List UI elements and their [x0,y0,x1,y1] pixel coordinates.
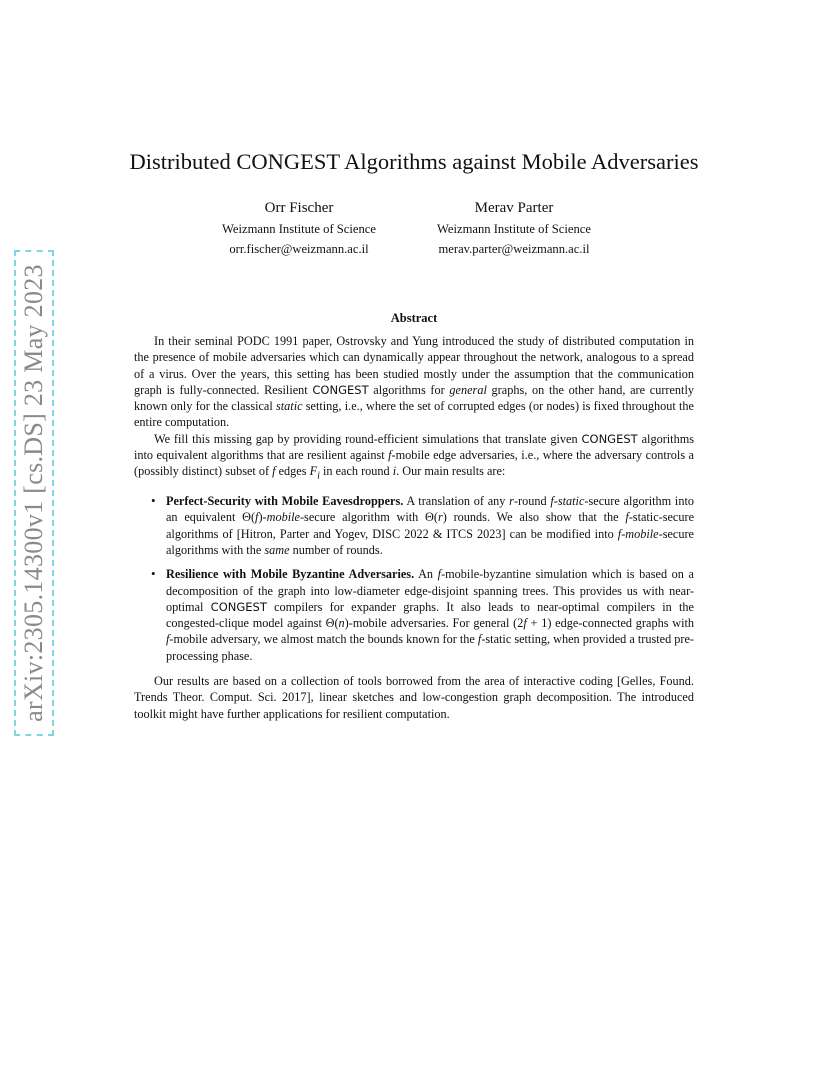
author-email: merav.parter@weizmann.ac.il [438,242,590,256]
abstract-heading: Abstract [390,311,438,325]
arxiv-identifier: arXiv:2305.14300v1 [cs.DS] 23 May 2023 [19,264,49,722]
abstract-paragraph: In their seminal PODC 1991 paper, Ostrovsky and Yung introduced the study of distributed computation in the presence of mobile adversaries which can dynamically appear throughout the network, analogous to a spread of a virus. Over the years, this setting has been studied mostly under the assumption that the communication graph is fully-connected. Resilient CONGEST algorithms for general graphs, on the other hand, are currently known only for the classical static setting, i.e., where the set of corrupted edges (or nodes) is fixed throughout the entire computation. [134,334,694,430]
abstract-paragraph: Our results are based on a collection of tools borrowed from the area of interactive coding [Gelles, Found. Trends Theor. Comput. Sci. 2017], linear sketches and low-congestion graph decomposition. The introduced toolkit might have further applications for resilient computation. [134,674,694,721]
results-list [134,493,694,664]
author-institution: Weizmann Institute of Science [222,222,376,236]
list-item: • Perfect-Security with Mobile Eavesdroppers. A translation of any r-round f-static-secure algorithm into an equivalent Θ(f)-mobile-secure algorithm with Θ(r) rounds. We also show that the f-static-secure algorithms of [Hitron, Parter and Yogev, DISC 2022 & ITCS 2023] can be modified into f-mobile-secure algorithms with the same number of rounds. [166,493,694,558]
author-block [430,198,598,259]
author-name: Merav Parter [474,200,554,216]
author-institution: Weizmann Institute of Science [437,222,591,236]
abstract-body [134,333,694,722]
list-item: • Resilience with Mobile Byzantine Adversaries. An f-mobile-byzantine simulation which is based on a decomposition of the graph into low-diameter edge-disjoint spanning trees. This provides us with near-optimal CONGEST compilers for expander graphs. It also leads to near-optimal compilers in the congested-clique model against Θ(n)-mobile adversaries. For general (2f + 1) edge-connected graphs with f-mobile adversary, we almost match the bounds known for the f-static setting, when provided a trusted pre-processing phase. [166,566,694,664]
abstract-paragraph: We fill this missing gap by providing round-efficient simulations that translate given CONGEST algorithms into equivalent algorithms that are resilient against f-mobile edge adversaries, i.e., where the adversary controls a (possibly distinct) subset of f edges $F_i$ in each round i. Our main results are: [134,431,694,482]
author-name: Orr Fischer [264,200,334,216]
author-email: orr.fischer@weizmann.ac.il [229,242,369,256]
paper-title: Distributed CONGEST Algorithms against Mobile Adversaries [129,149,699,174]
author-block [199,198,399,259]
